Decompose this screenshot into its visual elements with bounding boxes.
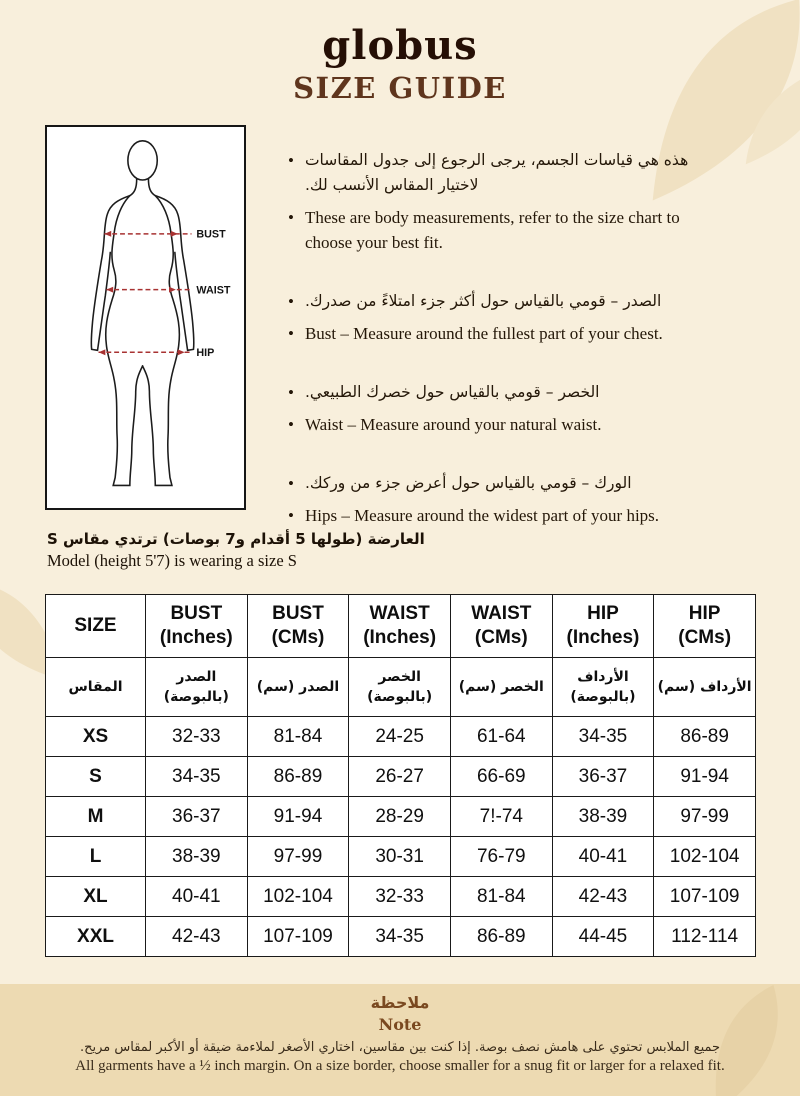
bullet-icon: • bbox=[288, 506, 294, 526]
instruction-group-general bbox=[288, 148, 724, 256]
column-header-waist-cms: WAIST (CMs) bbox=[450, 595, 552, 658]
instruction-group-hips bbox=[288, 471, 724, 529]
size-value-cell: 97-99 bbox=[654, 797, 756, 837]
size-value-cell: 34-35 bbox=[552, 717, 654, 757]
size-value-cell: 66-69 bbox=[450, 757, 552, 797]
size-value-cell: 102-104 bbox=[654, 837, 756, 877]
instruction-item-arabic bbox=[288, 148, 724, 198]
model-note-arabic: العارضة (طولها 5 أقدام و7 بوصات) ترتدي مقاس S bbox=[47, 530, 425, 548]
instruction-group-waist bbox=[288, 380, 724, 438]
table-row-s bbox=[46, 757, 756, 797]
size-value-cell: 107-109 bbox=[654, 877, 756, 917]
size-value-cell: 102-104 bbox=[247, 877, 349, 917]
bullet-icon: • bbox=[288, 324, 294, 344]
instruction-group-bust bbox=[288, 289, 724, 347]
size-value-cell: 61-64 bbox=[450, 717, 552, 757]
column-header-hip-inches-ar: الأرداف (بالبوصة) bbox=[552, 658, 654, 717]
bullet-icon: • bbox=[288, 207, 294, 227]
size-value-cell: 38-39 bbox=[552, 797, 654, 837]
note-title-arabic: ملاحظة bbox=[370, 993, 430, 1012]
instruction-item-english bbox=[288, 412, 724, 438]
bullet-icon: • bbox=[288, 291, 294, 311]
size-value-cell: 112-114 bbox=[654, 917, 756, 957]
size-value-cell: 107-109 bbox=[247, 917, 349, 957]
column-header-hip-inches: HIP (Inches) bbox=[552, 595, 654, 658]
column-header-hip-cms: HIP (CMs) bbox=[654, 595, 756, 658]
instruction-text-english: These are body measurements, refer to the size chart to choose your best fit. bbox=[304, 207, 680, 253]
waist-line-label: WAIST bbox=[196, 284, 231, 297]
size-value-cell: 38-39 bbox=[146, 837, 248, 877]
size-value-cell: 34-35 bbox=[349, 917, 451, 957]
size-value-cell: 32-33 bbox=[146, 717, 248, 757]
instruction-text-english: Waist – Measure around your natural waist. bbox=[304, 415, 602, 435]
size-value-cell: 81-84 bbox=[450, 877, 552, 917]
column-header-hip-cms-ar: الأرداف (سم) bbox=[654, 658, 756, 717]
size-value-cell: 86-89 bbox=[450, 917, 552, 957]
column-header-size: SIZE bbox=[46, 595, 146, 658]
instruction-item-arabic bbox=[288, 471, 724, 497]
note-body-english: All garments have a ½ inch margin. On a size border, choose smaller for a snug fit or larger for a relaxed fit. bbox=[75, 1058, 725, 1074]
column-header-waist-inches: WAIST (Inches) bbox=[349, 595, 451, 658]
body-measurement-diagram bbox=[45, 125, 246, 510]
column-header-bust-inches-ar: الصدر (بالبوصة) bbox=[146, 658, 248, 717]
size-value-cell: 40-41 bbox=[146, 877, 248, 917]
page-title: SIZE GUIDE bbox=[293, 71, 507, 105]
hip-line-label: HIP bbox=[196, 347, 215, 360]
table-header-row-english bbox=[46, 595, 756, 658]
size-value-cell: 81-84 bbox=[247, 717, 349, 757]
instruction-text-english: Bust – Measure around the fullest part of your chest. bbox=[304, 324, 663, 344]
size-value-cell: 91-94 bbox=[247, 797, 349, 837]
instruction-item-english bbox=[288, 321, 724, 347]
body-figure-illustration bbox=[47, 133, 244, 505]
size-label-cell: XXL bbox=[46, 917, 146, 957]
size-label-cell: S bbox=[46, 757, 146, 797]
size-value-cell: 36-37 bbox=[552, 757, 654, 797]
size-chart-table bbox=[45, 594, 756, 957]
table-row-m bbox=[46, 797, 756, 837]
instruction-item-arabic bbox=[288, 380, 724, 406]
table-row-xs bbox=[46, 717, 756, 757]
instruction-text-arabic: الورك – قومي بالقياس حول أعرض جزء من وركك. bbox=[304, 473, 632, 492]
size-value-cell: 32-33 bbox=[349, 877, 451, 917]
column-header-size-ar: المقاس bbox=[46, 658, 146, 717]
instruction-text-english: Hips – Measure around the widest part of your hips. bbox=[304, 506, 660, 526]
instruction-text-arabic: هذه هي قياسات الجسم، يرجى الرجوع إلى جدول المقاسات لاختيار المقاس الأنسب لك. bbox=[304, 151, 689, 194]
size-value-cell: 97-99 bbox=[247, 837, 349, 877]
size-value-cell: 76-79 bbox=[450, 837, 552, 877]
size-label-cell: XS bbox=[46, 717, 146, 757]
size-label-cell: M bbox=[46, 797, 146, 837]
model-note-english: Model (height 5'7) is wearing a size S bbox=[47, 551, 297, 570]
size-value-cell: 26-27 bbox=[349, 757, 451, 797]
column-header-waist-inches-ar: الخصر (بالبوصة) bbox=[349, 658, 451, 717]
column-header-bust-cms: BUST (CMs) bbox=[247, 595, 349, 658]
size-value-cell: 30-31 bbox=[349, 837, 451, 877]
note-title-english: Note bbox=[378, 1015, 422, 1034]
table-row-xxl bbox=[46, 917, 756, 957]
size-value-cell: 40-41 bbox=[552, 837, 654, 877]
table-row-l bbox=[46, 837, 756, 877]
brand-logo: globus bbox=[322, 22, 478, 69]
size-value-cell: 7!-74 bbox=[450, 797, 552, 837]
column-header-bust-inches: BUST (Inches) bbox=[146, 595, 248, 658]
size-value-cell: 36-37 bbox=[146, 797, 248, 837]
instruction-item-english bbox=[288, 205, 724, 256]
instruction-text-arabic: الصدر – قومي بالقياس حول أكثر جزء امتلاءً من صدرك. bbox=[304, 291, 662, 310]
size-value-cell: 42-43 bbox=[146, 917, 248, 957]
table-header-row-arabic bbox=[46, 658, 756, 717]
table-row-xl bbox=[46, 877, 756, 917]
column-header-waist-cms-ar: الخصر (سم) bbox=[450, 658, 552, 717]
instructions-list bbox=[288, 148, 724, 562]
bullet-icon: • bbox=[288, 151, 294, 170]
size-value-cell: 91-94 bbox=[654, 757, 756, 797]
bullet-icon: • bbox=[288, 415, 294, 435]
instruction-item-english bbox=[288, 503, 724, 529]
size-label-cell: XL bbox=[46, 877, 146, 917]
bullet-icon: • bbox=[288, 382, 294, 402]
size-value-cell: 28-29 bbox=[349, 797, 451, 837]
instruction-text-arabic: الخصر – قومي بالقياس حول خصرك الطبيعي. bbox=[304, 382, 600, 401]
model-note bbox=[47, 530, 425, 571]
note-section bbox=[0, 984, 800, 1096]
instruction-item-arabic bbox=[288, 289, 724, 315]
size-value-cell: 24-25 bbox=[349, 717, 451, 757]
bullet-icon: • bbox=[288, 473, 294, 493]
size-value-cell: 44-45 bbox=[552, 917, 654, 957]
bust-line-label: BUST bbox=[196, 228, 226, 241]
note-body-arabic: جميع الملابس تحتوي على هامش نصف بوصة. إذا كنت بين مقاسين، اختاري الأصغر لملاءمة ضيقة أو الأكبر لمقاس مريح. bbox=[79, 1040, 721, 1055]
size-value-cell: 42-43 bbox=[552, 877, 654, 917]
column-header-bust-cms-ar: الصدر (سم) bbox=[247, 658, 349, 717]
size-value-cell: 34-35 bbox=[146, 757, 248, 797]
size-value-cell: 86-89 bbox=[247, 757, 349, 797]
size-value-cell: 86-89 bbox=[654, 717, 756, 757]
size-label-cell: L bbox=[46, 837, 146, 877]
